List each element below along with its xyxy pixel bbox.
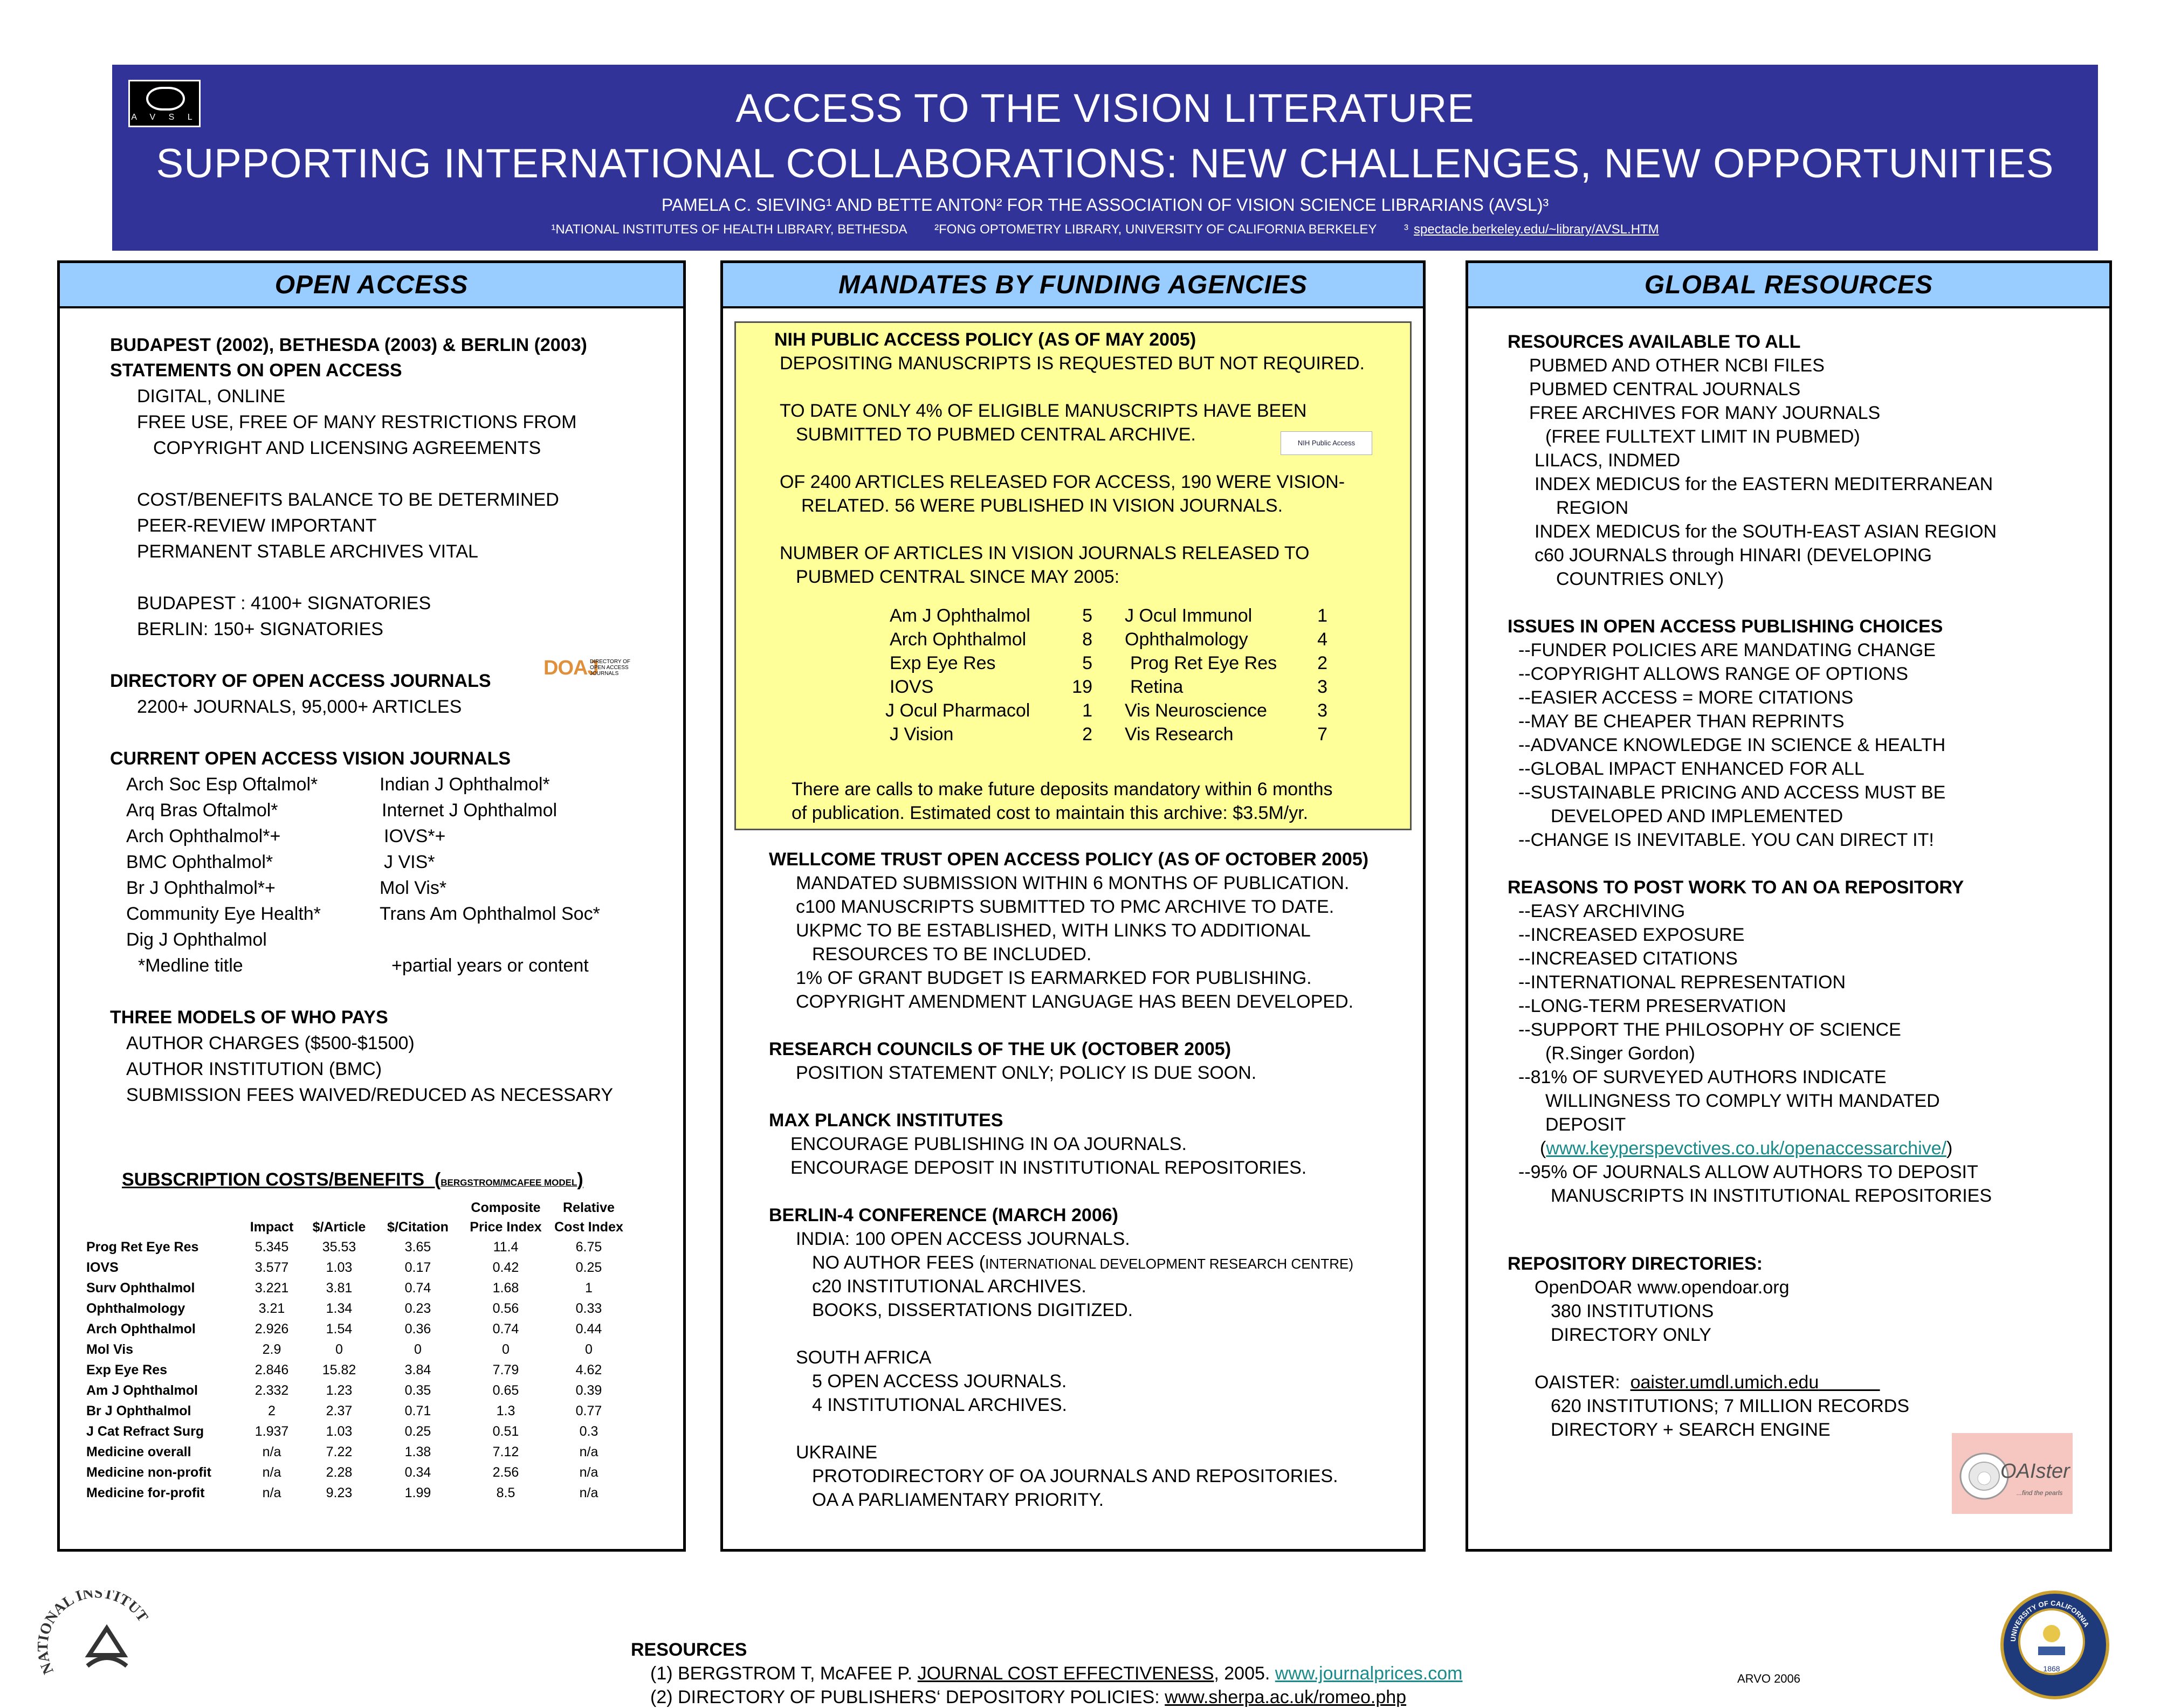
issue-item: --CHANGE IS INEVITABLE. YOU CAN DIRECT IT! bbox=[1518, 830, 1934, 850]
table-cell: 1.34 bbox=[326, 1300, 353, 1316]
doaj-logo: DOAJ DIRECTORY OF OPEN ACCESS JOURNALS bbox=[544, 657, 631, 679]
table-cell: 1.54 bbox=[326, 1321, 353, 1337]
table-cell: 1.3 bbox=[496, 1403, 515, 1418]
svg-text:1868: 1868 bbox=[2043, 1664, 2060, 1673]
row-label: IOVS bbox=[86, 1259, 119, 1275]
global-resources-heading: GLOBAL RESOURCES bbox=[1468, 263, 2109, 308]
statement-item: FREE USE, FREE OF MANY RESTRICTIONS FROM bbox=[137, 412, 577, 432]
count-value: 1 bbox=[1317, 605, 1327, 626]
column-header: $/Article bbox=[312, 1220, 366, 1235]
oaister-item: 620 INSTITUTIONS; 7 MILLION RECORDS bbox=[1551, 1396, 1910, 1416]
table-cell: 0 bbox=[414, 1341, 422, 1357]
journal-item: BMC Ophthalmol* bbox=[126, 852, 273, 872]
svg-text:NATIONAL INSTITUTES OF HEALTH: N ONAL INSTITUT bbox=[38, 1590, 152, 1677]
table-cell: 3.21 bbox=[258, 1300, 285, 1316]
wellcome-item: 1% OF GRANT BUDGET IS EARMARKED FOR PUBLISHING. bbox=[796, 968, 1312, 988]
nih-text: RELATED. 56 WERE PUBLISHED IN VISION JOURNALS. bbox=[801, 495, 1283, 516]
open-access-heading: OPEN ACCESS bbox=[60, 263, 683, 308]
available-item: REGION bbox=[1556, 498, 1629, 518]
table-cell: 0.77 bbox=[575, 1403, 602, 1418]
table-cell: 7.12 bbox=[492, 1444, 519, 1459]
research-councils-heading: RESEARCH COUNCILS OF THE UK (OCTOBER 2005) bbox=[769, 1039, 1232, 1059]
table-row bbox=[86, 1257, 623, 1278]
reason-item: WILLINGNESS TO COMPLY WITH MANDATED bbox=[1545, 1091, 1940, 1111]
table-cell: 0.17 bbox=[404, 1259, 431, 1275]
reason-item: --95% OF JOURNALS ALLOW AUTHORS TO DEPOSIT bbox=[1518, 1162, 1978, 1182]
row-label: Arch Ophthalmol bbox=[86, 1321, 196, 1337]
opendoar-item: 380 INSTITUTIONS bbox=[1551, 1301, 1714, 1321]
berlin4-ukraine-item: PROTODIRECTORY OF OA JOURNALS AND REPOSITORIES. bbox=[812, 1466, 1338, 1486]
table-row bbox=[86, 1462, 623, 1483]
table-cell: 1.03 bbox=[326, 1423, 353, 1439]
column-header: Relative Cost Index bbox=[554, 1200, 623, 1235]
nih-calls: of publication. Estimated cost to maintain this archive: $3.5M/yr. bbox=[792, 803, 1309, 823]
journal-item: IOVS*+ bbox=[384, 826, 446, 846]
count-value: 5 bbox=[1082, 653, 1092, 673]
table-cell: 3.65 bbox=[404, 1239, 431, 1255]
avsl-logo-text: A V S L bbox=[131, 113, 198, 122]
cost-heading: SUBSCRIPTION COSTS/BENEFITS (BERGSTROM/MCAFEE MODEL) bbox=[122, 1169, 583, 1190]
note-medline: *Medline title bbox=[138, 955, 243, 976]
count-journal: Am J Ophthalmol bbox=[890, 605, 1030, 626]
wellcome-item: COPYRIGHT AMENDMENT LANGUAGE HAS BEEN DEVELOPED. bbox=[796, 991, 1354, 1012]
nih-text: TO DATE ONLY 4% OF ELIGIBLE MANUSCRIPTS HAVE BEEN bbox=[780, 401, 1307, 421]
row-label: Prog Ret Eye Res bbox=[86, 1239, 199, 1255]
table-cell: 0.42 bbox=[492, 1259, 519, 1275]
count-value: 3 bbox=[1317, 677, 1327, 697]
wellcome-heading: WELLCOME TRUST OPEN ACCESS POLICY (AS OF OCTOBER 2005) bbox=[769, 849, 1369, 870]
table-cell: 0.71 bbox=[404, 1403, 431, 1418]
berlin4-india-item: NO AUTHOR FEES (INTERNATIONAL DEVELOPMENT RESEARCH CENTRE) bbox=[812, 1252, 1353, 1273]
table-row bbox=[86, 1278, 623, 1298]
table-cell: 0.35 bbox=[404, 1382, 431, 1398]
reason-item: (R.Singer Gordon) bbox=[1545, 1043, 1695, 1064]
reasons-heading: REASONS TO POST WORK TO AN OA REPOSITORY bbox=[1508, 877, 1964, 898]
max-planck-item: ENCOURAGE PUBLISHING IN OA JOURNALS. bbox=[790, 1134, 1187, 1154]
table-row bbox=[86, 1237, 623, 1257]
table-cell: n/a bbox=[262, 1464, 281, 1480]
table-cell: 1.937 bbox=[254, 1423, 289, 1439]
who-pays-item: AUTHOR CHARGES ($500-$1500) bbox=[126, 1033, 415, 1053]
arvo-label: ARVO 2006 bbox=[1737, 1672, 1801, 1685]
count-journal: Prog Ret Eye Res bbox=[1130, 653, 1277, 673]
mandates-heading: MANDATES BY FUNDING AGENCIES bbox=[723, 263, 1423, 308]
issue-item: --ADVANCE KNOWLEDGE IN SCIENCE & HEALTH bbox=[1518, 735, 1946, 755]
poster-subtitle: SUPPORTING INTERNATIONAL COLLABORATIONS: NEW CHALLENGES, NEW OPPORTUNITIES bbox=[156, 141, 2054, 187]
table-cell: 9.23 bbox=[326, 1485, 353, 1500]
table-cell: 2.9 bbox=[262, 1341, 281, 1357]
reason-item: --LONG-TERM PRESERVATION bbox=[1518, 996, 1786, 1016]
table-row bbox=[86, 1298, 623, 1319]
sherpa-link[interactable]: www.sherpa.ac.uk/romeo.php bbox=[1165, 1687, 1407, 1707]
table-cell: 2.56 bbox=[492, 1464, 519, 1480]
nih-text: SUBMITTED TO PUBMED CENTRAL ARCHIVE. bbox=[796, 424, 1196, 445]
issue-item: --COPYRIGHT ALLOWS RANGE OF OPTIONS bbox=[1518, 664, 1908, 684]
wellcome-item: MANDATED SUBMISSION WITHIN 6 MONTHS OF PUBLICATION. bbox=[796, 873, 1350, 893]
table-cell: 4.62 bbox=[575, 1362, 602, 1378]
oa-journals-heading: CURRENT OPEN ACCESS VISION JOURNALS bbox=[110, 748, 511, 769]
issue-item: DEVELOPED AND IMPLEMENTED bbox=[1551, 806, 1843, 827]
available-item: c60 JOURNALS through HINARI (DEVELOPING bbox=[1535, 545, 1932, 566]
table-cell: 15.82 bbox=[322, 1362, 356, 1378]
statement-item: DIGITAL, ONLINE bbox=[137, 386, 286, 407]
berlin4-ukraine: UKRAINE bbox=[796, 1442, 878, 1463]
available-item: PUBMED CENTRAL JOURNALS bbox=[1529, 379, 1801, 400]
count-value: 8 bbox=[1082, 629, 1092, 650]
table-cell: 0.34 bbox=[404, 1464, 431, 1480]
table-cell: 0 bbox=[585, 1341, 593, 1357]
table-cell: 0.74 bbox=[404, 1280, 431, 1296]
table-cell: 0.25 bbox=[575, 1259, 602, 1275]
reason-item: --81% OF SURVEYED AUTHORS INDICATE bbox=[1518, 1067, 1887, 1087]
row-label: Br J Ophthalmol bbox=[86, 1403, 191, 1418]
table-cell: 0.36 bbox=[404, 1321, 431, 1337]
row-label: Exp Eye Res bbox=[86, 1362, 168, 1378]
berlin4-sa-item: 5 OPEN ACCESS JOURNALS. bbox=[812, 1371, 1067, 1392]
uc-seal bbox=[2000, 1590, 2109, 1699]
available-item: LILACS, INDMED bbox=[1535, 450, 1681, 471]
header-banner bbox=[112, 65, 2098, 251]
nih-text: DEPOSITING MANUSCRIPTS IS REQUESTED BUT NOT REQUIRED. bbox=[780, 353, 1365, 374]
available-item: INDEX MEDICUS for the SOUTH-EAST ASIAN REGION bbox=[1535, 521, 1997, 542]
berlin4-india-item: BOOKS, DISSERTATIONS DIGITIZED. bbox=[812, 1300, 1133, 1320]
table-cell: 1.99 bbox=[404, 1485, 431, 1500]
count-journal: Retina bbox=[1130, 677, 1184, 697]
wellcome-item: c100 MANUSCRIPTS SUBMITTED TO PMC ARCHIVE TO DATE. bbox=[796, 897, 1334, 917]
count-value: 5 bbox=[1082, 605, 1092, 626]
table-cell: 0.74 bbox=[492, 1321, 519, 1337]
issue-item: --SUSTAINABLE PRICING AND ACCESS MUST BE bbox=[1518, 782, 1946, 803]
table-cell: 2.846 bbox=[254, 1362, 289, 1378]
table-cell: n/a bbox=[579, 1464, 598, 1480]
nih-text: PUBMED CENTRAL SINCE MAY 2005: bbox=[796, 567, 1120, 587]
table-cell: n/a bbox=[579, 1444, 598, 1459]
who-pays-heading: THREE MODELS OF WHO PAYS bbox=[110, 1007, 388, 1028]
research-councils-text: POSITION STATEMENT ONLY; POLICY IS DUE SOON. bbox=[796, 1063, 1257, 1083]
table-row bbox=[86, 1442, 623, 1462]
table-cell: 8.5 bbox=[496, 1485, 515, 1500]
table-cell: 11.4 bbox=[493, 1239, 519, 1255]
statement-item: COPYRIGHT AND LICENSING AGREEMENTS bbox=[153, 438, 541, 458]
berlin4-sa-item: 4 INSTITUTIONAL ARCHIVES. bbox=[812, 1395, 1067, 1415]
issue-item: --MAY BE CHEAPER THAN REPRINTS bbox=[1518, 711, 1845, 732]
journal-item: Mol Vis* bbox=[380, 878, 447, 898]
table-cell: 2 bbox=[268, 1403, 276, 1418]
table-cell: 1 bbox=[585, 1280, 593, 1296]
journal-item: Br J Ophthalmol*+ bbox=[126, 878, 276, 898]
reason-link-line: (www.keyperspevctives.co.uk/openaccessarchive/) bbox=[1540, 1138, 1953, 1159]
table-cell: 1.38 bbox=[404, 1444, 431, 1459]
count-journal: J Ocul Immunol bbox=[1125, 605, 1253, 626]
table-cell: 1.23 bbox=[326, 1382, 353, 1398]
affiliations bbox=[112, 222, 2098, 237]
who-pays-item: SUBMISSION FEES WAIVED/REDUCED AS NECESSARY bbox=[126, 1085, 614, 1105]
keyperspectives-link[interactable]: www.keyperspevctives.co.uk/openaccessarchive/ bbox=[1546, 1138, 1946, 1159]
statements-heading-2: STATEMENTS ON OPEN ACCESS bbox=[110, 360, 402, 381]
table-cell: 2.332 bbox=[254, 1382, 289, 1398]
statement-item: BERLIN: 150+ SIGNATORIES bbox=[137, 619, 383, 639]
journal-item: Indian J Ophthalmol* bbox=[380, 774, 550, 795]
table-cell: 3.81 bbox=[326, 1280, 353, 1296]
issue-item: --EASIER ACCESS = MORE CITATIONS bbox=[1518, 687, 1854, 708]
table-cell: n/a bbox=[262, 1444, 281, 1459]
count-value: 2 bbox=[1317, 653, 1327, 673]
table-cell: n/a bbox=[262, 1485, 281, 1500]
journal-item: Arq Bras Oftalmol* bbox=[126, 800, 278, 821]
affiliation-avsl: ³ spectacle.berkeley.edu/~library/AVSL.HTM bbox=[1404, 222, 1659, 237]
table-cell: 35.53 bbox=[322, 1239, 356, 1255]
reason-item: --INCREASED CITATIONS bbox=[1518, 948, 1738, 969]
avsl-link[interactable]: spectacle.berkeley.edu/~library/AVSL.HTM bbox=[1414, 222, 1659, 237]
row-label: Mol Vis bbox=[86, 1341, 134, 1357]
table-cell: 0.25 bbox=[404, 1423, 431, 1439]
who-pays-item: AUTHOR INSTITUTION (BMC) bbox=[126, 1059, 382, 1079]
table-cell: 6.75 bbox=[575, 1239, 602, 1255]
affiliation-berkeley: ²FONG OPTOMETRY LIBRARY, UNIVERSITY OF CALIFORNIA BERKELEY bbox=[934, 222, 1377, 237]
journal-item: Dig J Ophthalmol bbox=[126, 929, 267, 950]
table-cell: 3.221 bbox=[254, 1280, 289, 1296]
opendoar: OpenDOAR www.opendoar.org bbox=[1535, 1277, 1790, 1298]
poster-title: ACCESS TO THE VISION LITERATURE bbox=[735, 86, 1475, 130]
journal-item: Internet J Ophthalmol bbox=[382, 800, 558, 821]
count-value: 3 bbox=[1317, 700, 1327, 721]
count-journal: Arch Ophthalmol bbox=[890, 629, 1027, 650]
count-journal: Ophthalmology bbox=[1125, 629, 1248, 650]
svg-text:UNIVERSITY OF CALIFORNIA: UNIVERSITY OF CALIFORNIA bbox=[2008, 1599, 2091, 1642]
statements-heading-1: BUDAPEST (2002), BETHESDA (2003) & BERLIN (2003) bbox=[110, 335, 587, 355]
statement-item: PERMANENT STABLE ARCHIVES VITAL bbox=[137, 541, 478, 562]
available-item: FREE ARCHIVES FOR MANY JOURNALS bbox=[1529, 403, 1881, 423]
row-label: Medicine overall bbox=[86, 1444, 191, 1459]
reason-item: --EASY ARCHIVING bbox=[1518, 901, 1685, 921]
cost-heading-source: BERGSTROM/MCAFEE MODEL bbox=[441, 1177, 577, 1188]
opendoar-item: DIRECTORY ONLY bbox=[1551, 1325, 1711, 1345]
table-cell: n/a bbox=[579, 1485, 598, 1500]
table-row bbox=[86, 1360, 623, 1380]
journal-item: Trans Am Ophthalmol Soc* bbox=[380, 904, 600, 924]
resource-1: (1) BERGSTROM T, McAFEE P. JOURNAL COST EFFECTIVENESS, 2005. www.journalprices.com bbox=[650, 1663, 1463, 1684]
table-row bbox=[86, 1401, 623, 1421]
oaister-item: DIRECTORY + SEARCH ENGINE bbox=[1551, 1420, 1831, 1440]
table-cell: 3.84 bbox=[404, 1362, 431, 1378]
journal-item: Arch Ophthalmol*+ bbox=[126, 826, 281, 846]
count-journal: Vis Research bbox=[1125, 724, 1234, 745]
table-cell: 0.56 bbox=[492, 1300, 519, 1316]
row-label: Medicine for-profit bbox=[86, 1485, 205, 1500]
column-header: Impact bbox=[250, 1220, 294, 1235]
authors: PAMELA C. SIEVING¹ AND BETTE ANTON² FOR THE ASSOCIATION OF VISION SCIENCE LIBRARIANS (AVSL)³ bbox=[661, 195, 1549, 215]
max-planck-heading: MAX PLANCK INSTITUTES bbox=[769, 1110, 1003, 1131]
berlin4-south-africa: SOUTH AFRICA bbox=[796, 1347, 932, 1368]
column-header: $/Citation bbox=[387, 1220, 449, 1235]
resource-2: (2) DIRECTORY OF PUBLISHERS‘ DEPOSITORY POLICIES: www.sherpa.ac.uk/romeo.php bbox=[650, 1687, 1407, 1707]
repository-heading: REPOSITORY DIRECTORIES: bbox=[1508, 1254, 1763, 1274]
reason-item: --SUPPORT THE PHILOSOPHY OF SCIENCE bbox=[1518, 1020, 1901, 1040]
cost-table-body bbox=[86, 1237, 623, 1503]
berlin4-india-item: c20 INSTITUTIONAL ARCHIVES. bbox=[812, 1276, 1086, 1297]
table-row bbox=[86, 1319, 623, 1339]
oaister-logo: OAIster ...find the pearls bbox=[1952, 1433, 2073, 1514]
table-cell: 0.3 bbox=[579, 1423, 598, 1439]
available-item: (FREE FULLTEXT LIMIT IN PUBMED) bbox=[1545, 426, 1860, 447]
count-value: 4 bbox=[1317, 629, 1327, 650]
nih-text: NUMBER OF ARTICLES IN VISION JOURNALS RELEASED TO bbox=[780, 543, 1310, 563]
count-value: 7 bbox=[1317, 724, 1327, 745]
issue-item: --GLOBAL IMPACT ENHANCED FOR ALL bbox=[1518, 759, 1865, 779]
journal-item: J VIS* bbox=[384, 852, 435, 872]
row-label: Ophthalmology bbox=[86, 1300, 185, 1316]
statement-item: BUDAPEST : 4100+ SIGNATORIES bbox=[137, 593, 431, 614]
issues-heading: ISSUES IN OPEN ACCESS PUBLISHING CHOICES bbox=[1508, 616, 1943, 637]
table-cell: 0.65 bbox=[492, 1382, 519, 1398]
note-partial: +partial years or content bbox=[391, 955, 589, 976]
reason-item: DEPOSIT bbox=[1545, 1114, 1626, 1135]
table-cell: 7.79 bbox=[492, 1362, 519, 1378]
nih-heading: NIH PUBLIC ACCESS POLICY (AS OF MAY 2005) bbox=[774, 329, 1196, 350]
table-cell: 0.39 bbox=[575, 1382, 602, 1398]
count-journal: Vis Neuroscience bbox=[1125, 700, 1267, 721]
available-item: INDEX MEDICUS for the EASTERN MEDITERRANEAN bbox=[1535, 474, 1993, 494]
table-cell: 0.44 bbox=[575, 1321, 602, 1337]
row-label: Am J Ophthalmol bbox=[86, 1382, 198, 1398]
issue-item: --FUNDER POLICIES ARE MANDATING CHANGE bbox=[1518, 640, 1936, 660]
doaj-heading: DIRECTORY OF OPEN ACCESS JOURNALS bbox=[110, 671, 491, 691]
nih-text: OF 2400 ARTICLES RELEASED FOR ACCESS, 190 WERE VISION- bbox=[780, 472, 1345, 492]
nih-calls: There are calls to make future deposits mandatory within 6 months bbox=[792, 779, 1333, 800]
available-item: PUBMED AND OTHER NCBI FILES bbox=[1529, 355, 1825, 376]
nih-public-access-logo: NIH Public Access bbox=[1281, 431, 1372, 455]
count-value: 2 bbox=[1082, 724, 1092, 745]
statement-item: COST/BENEFITS BALANCE TO BE DETERMINED bbox=[137, 490, 559, 510]
table-cell: 2.926 bbox=[254, 1321, 289, 1337]
table-row bbox=[86, 1421, 623, 1442]
reason-item: --INCREASED EXPOSURE bbox=[1518, 925, 1745, 945]
resources-heading: RESOURCES bbox=[631, 1640, 747, 1660]
table-cell: 0 bbox=[335, 1341, 343, 1357]
table-cell: 7.22 bbox=[326, 1444, 353, 1459]
table-cell: 1.68 bbox=[492, 1280, 519, 1296]
max-planck-item: ENCOURAGE DEPOSIT IN INSTITUTIONAL REPOSITORIES. bbox=[790, 1158, 1307, 1178]
reason-item: --INTERNATIONAL REPRESENTATION bbox=[1518, 972, 1846, 993]
statement-item: PEER-REVIEW IMPORTANT bbox=[137, 515, 377, 536]
table-cell: 0.33 bbox=[575, 1300, 602, 1316]
nih-logo bbox=[38, 1590, 156, 1693]
doaj-counts: 2200+ JOURNALS, 95,000+ ARTICLES bbox=[137, 697, 462, 717]
journal-item: Arch Soc Esp Oftalmol* bbox=[126, 774, 318, 795]
row-label: Medicine non-profit bbox=[86, 1464, 211, 1480]
reason-item: MANUSCRIPTS IN INSTITUTIONAL REPOSITORIES bbox=[1551, 1186, 1992, 1206]
journal-item: Community Eye Health* bbox=[126, 904, 321, 924]
count-value: 19 bbox=[1072, 677, 1092, 697]
count-journal: Exp Eye Res bbox=[890, 653, 996, 673]
oaister-link[interactable]: oaister.umdl.umich.edu bbox=[1630, 1372, 1819, 1393]
berlin4-india: INDIA: 100 OPEN ACCESS JOURNALS. bbox=[796, 1229, 1130, 1249]
count-journal: J Vision bbox=[890, 724, 954, 745]
table-row bbox=[86, 1483, 623, 1503]
table-row bbox=[86, 1380, 623, 1401]
berlin4-heading: BERLIN-4 CONFERENCE (MARCH 2006) bbox=[769, 1205, 1118, 1225]
wellcome-item: UKPMC TO BE ESTABLISHED, WITH LINKS TO ADDITIONAL bbox=[796, 920, 1311, 941]
row-label: J Cat Refract Surg bbox=[86, 1423, 204, 1439]
table-row bbox=[86, 1339, 623, 1360]
count-journal: IOVS bbox=[890, 677, 934, 697]
table-cell: 2.37 bbox=[326, 1403, 353, 1418]
oaister-line: OAISTER: oaister.umdl.umich.edu bbox=[1535, 1372, 1819, 1393]
available-heading: RESOURCES AVAILABLE TO ALL bbox=[1508, 332, 1801, 352]
affiliation-nih: ¹NATIONAL INSTITUTES OF HEALTH LIBRARY, BETHESDA bbox=[551, 222, 907, 237]
table-cell: 2.28 bbox=[326, 1464, 353, 1480]
berlin4-ukraine-item: OA A PARLIAMENTARY PRIORITY. bbox=[812, 1490, 1104, 1510]
table-cell: 0.51 bbox=[492, 1423, 519, 1439]
table-cell: 0.23 bbox=[404, 1300, 431, 1316]
column-header: Composite Price Index bbox=[470, 1200, 542, 1235]
count-journal: J Ocul Pharmacol bbox=[885, 700, 1030, 721]
cost-table bbox=[86, 1198, 623, 1503]
available-item: COUNTRIES ONLY) bbox=[1556, 569, 1724, 589]
table-cell: 5.345 bbox=[254, 1239, 289, 1255]
table-cell: 1.03 bbox=[326, 1259, 353, 1275]
count-value: 1 bbox=[1082, 700, 1092, 721]
table-cell: 0 bbox=[502, 1341, 510, 1357]
journalprices-link[interactable]: www.journalprices.com bbox=[1275, 1663, 1463, 1684]
row-label: Surv Ophthalmol bbox=[86, 1280, 195, 1296]
table-cell: 3.577 bbox=[254, 1259, 289, 1275]
wellcome-item: RESOURCES TO BE INCLUDED. bbox=[812, 944, 1092, 965]
